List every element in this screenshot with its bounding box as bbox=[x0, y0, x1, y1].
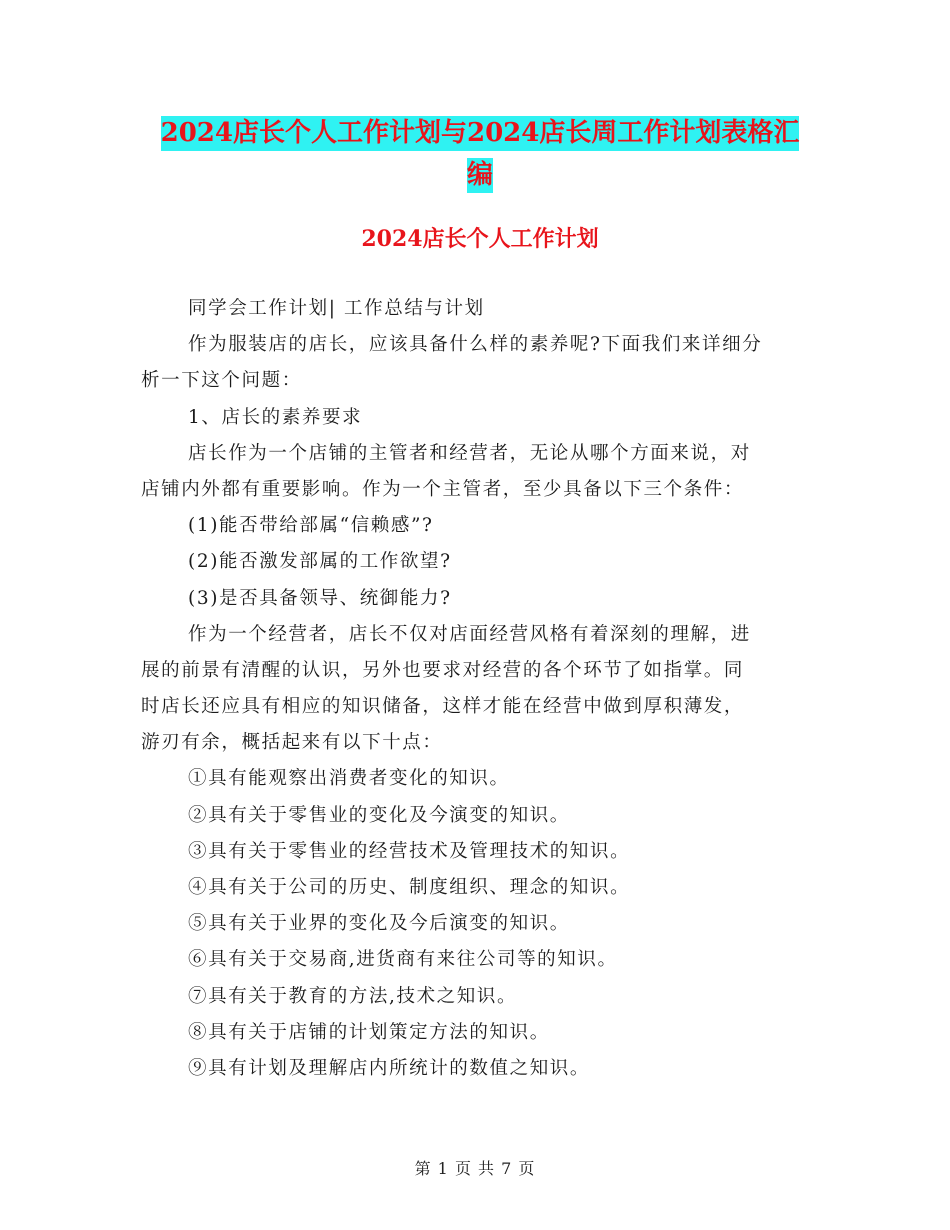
title-highlight: 编 bbox=[467, 158, 493, 193]
list-item: ⑥具有关于交易商,进货商有来往公司等的知识。 bbox=[188, 949, 618, 971]
list-item: ⑨具有计划及理解店内所统计的数值之知识。 bbox=[188, 1057, 591, 1079]
list-item: ②具有关于零售业的变化及今演变的知识。 bbox=[188, 804, 570, 826]
paragraph-line: 作为一个经营者，店长不仅对店面经营风格有着深刻的理解，进 bbox=[188, 623, 751, 645]
list-item: ⑦具有关于教育的方法,技术之知识。 bbox=[188, 985, 518, 1007]
title-highlight: 2024店长个人工作计划与2024店长周工作计划表格汇 bbox=[161, 116, 800, 151]
list-item: (3)是否具备领导、统御能力? bbox=[188, 587, 452, 609]
paragraph-line: 同学会工作计划| 工作总结与计划 bbox=[188, 298, 485, 319]
list-item: ①具有能观察出消费者变化的知识。 bbox=[188, 768, 510, 790]
paragraph-line: 析一下这个问题： bbox=[141, 370, 302, 392]
document-title-line-2 bbox=[140, 154, 820, 191]
section-title: 2024店长个人工作计划 bbox=[361, 226, 599, 252]
document-title-line-1 bbox=[140, 112, 820, 149]
list-item: ③具有关于零售业的经营技术及管理技术的知识。 bbox=[188, 840, 631, 862]
paragraph-line: 店铺内外都有重要影响。作为一个主管者，至少具备以下三个条件： bbox=[141, 478, 745, 500]
list-item: (1)能否带给部属“信赖感”? bbox=[188, 515, 434, 537]
list-item: ④具有关于公司的历史、制度组织、理念的知识。 bbox=[188, 877, 631, 898]
paragraph-line: 作为服装店的店长，应该具备什么样的素养呢?下面我们来详细分 bbox=[188, 334, 763, 356]
body-text bbox=[141, 291, 811, 1087]
page-footer: 第 1 页 共 7 页 bbox=[414, 1159, 536, 1178]
paragraph-line: 展的前景有清醒的认识，另外也要求对经营的各个环节了如指掌。同 bbox=[141, 659, 745, 681]
list-item: ⑤具有关于业界的变化及今后演变的知识。 bbox=[188, 913, 570, 935]
paragraph-line: 时店长还应具有相应的知识储备，这样才能在经营中做到厚积薄发， bbox=[141, 696, 745, 718]
list-item: (2)能否激发部属的工作欲望? bbox=[188, 551, 452, 573]
paragraph-line: 店长作为一个店铺的主管者和经营者，无论从哪个方面来说，对 bbox=[188, 442, 751, 464]
list-item: ⑧具有关于店铺的计划策定方法的知识。 bbox=[188, 1021, 550, 1043]
paragraph-line: 1、店长的素养要求 bbox=[188, 406, 363, 428]
paragraph-line: 游刃有余，概括起来有以下十点： bbox=[141, 732, 443, 754]
